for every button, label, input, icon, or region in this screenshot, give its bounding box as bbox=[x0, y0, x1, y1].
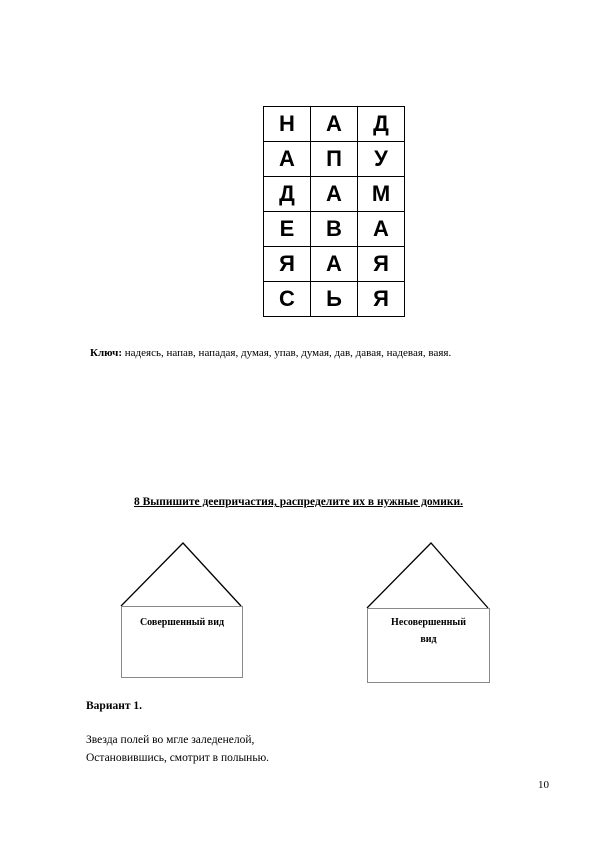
house-imperfective-label: Несовершенный вид bbox=[391, 617, 466, 645]
grid-cell: А bbox=[311, 177, 358, 212]
grid-cell: М bbox=[358, 177, 405, 212]
poem bbox=[86, 731, 269, 767]
grid-cell: Я bbox=[358, 282, 405, 317]
grid-cell: Ь bbox=[311, 282, 358, 317]
poem-line-1: Звезда полей во мгле заледенелой, bbox=[86, 734, 255, 746]
answer-key-label: Ключ: bbox=[90, 347, 123, 359]
grid-cell: У bbox=[358, 142, 405, 177]
variant-title: Вариант 1. bbox=[86, 700, 142, 712]
house-imperfective bbox=[367, 608, 490, 683]
grid-cell: П bbox=[311, 142, 358, 177]
grid-cell: В bbox=[311, 212, 358, 247]
grid-cell: Д bbox=[264, 177, 311, 212]
grid-cell: С bbox=[264, 282, 311, 317]
grid-cell: Д bbox=[358, 107, 405, 142]
grid-cell: Я bbox=[358, 247, 405, 282]
grid-cell: А bbox=[358, 212, 405, 247]
page-number: 10 bbox=[538, 779, 549, 791]
task-heading: 8 Выпишите деепричастия, распределите их в нужные домики. bbox=[134, 496, 464, 508]
poem-line-2: Остановившись, смотрит в полынью. bbox=[86, 752, 270, 764]
grid-cell: А bbox=[311, 247, 358, 282]
answer-key-text: надеясь, напав, нападая, думая, упав, думая, дав, давая, надевая, ваяя. bbox=[122, 347, 452, 359]
grid-cell: А bbox=[264, 142, 311, 177]
house-perfective-label: Совершенный вид bbox=[139, 617, 225, 628]
grid-cell: Н bbox=[264, 107, 311, 142]
grid-cell: А bbox=[311, 107, 358, 142]
house-perfective bbox=[121, 606, 243, 678]
grid-cell: Я bbox=[264, 247, 311, 282]
roof-right bbox=[367, 543, 488, 608]
grid-cell: Е bbox=[264, 212, 311, 247]
roof-left bbox=[121, 543, 241, 606]
